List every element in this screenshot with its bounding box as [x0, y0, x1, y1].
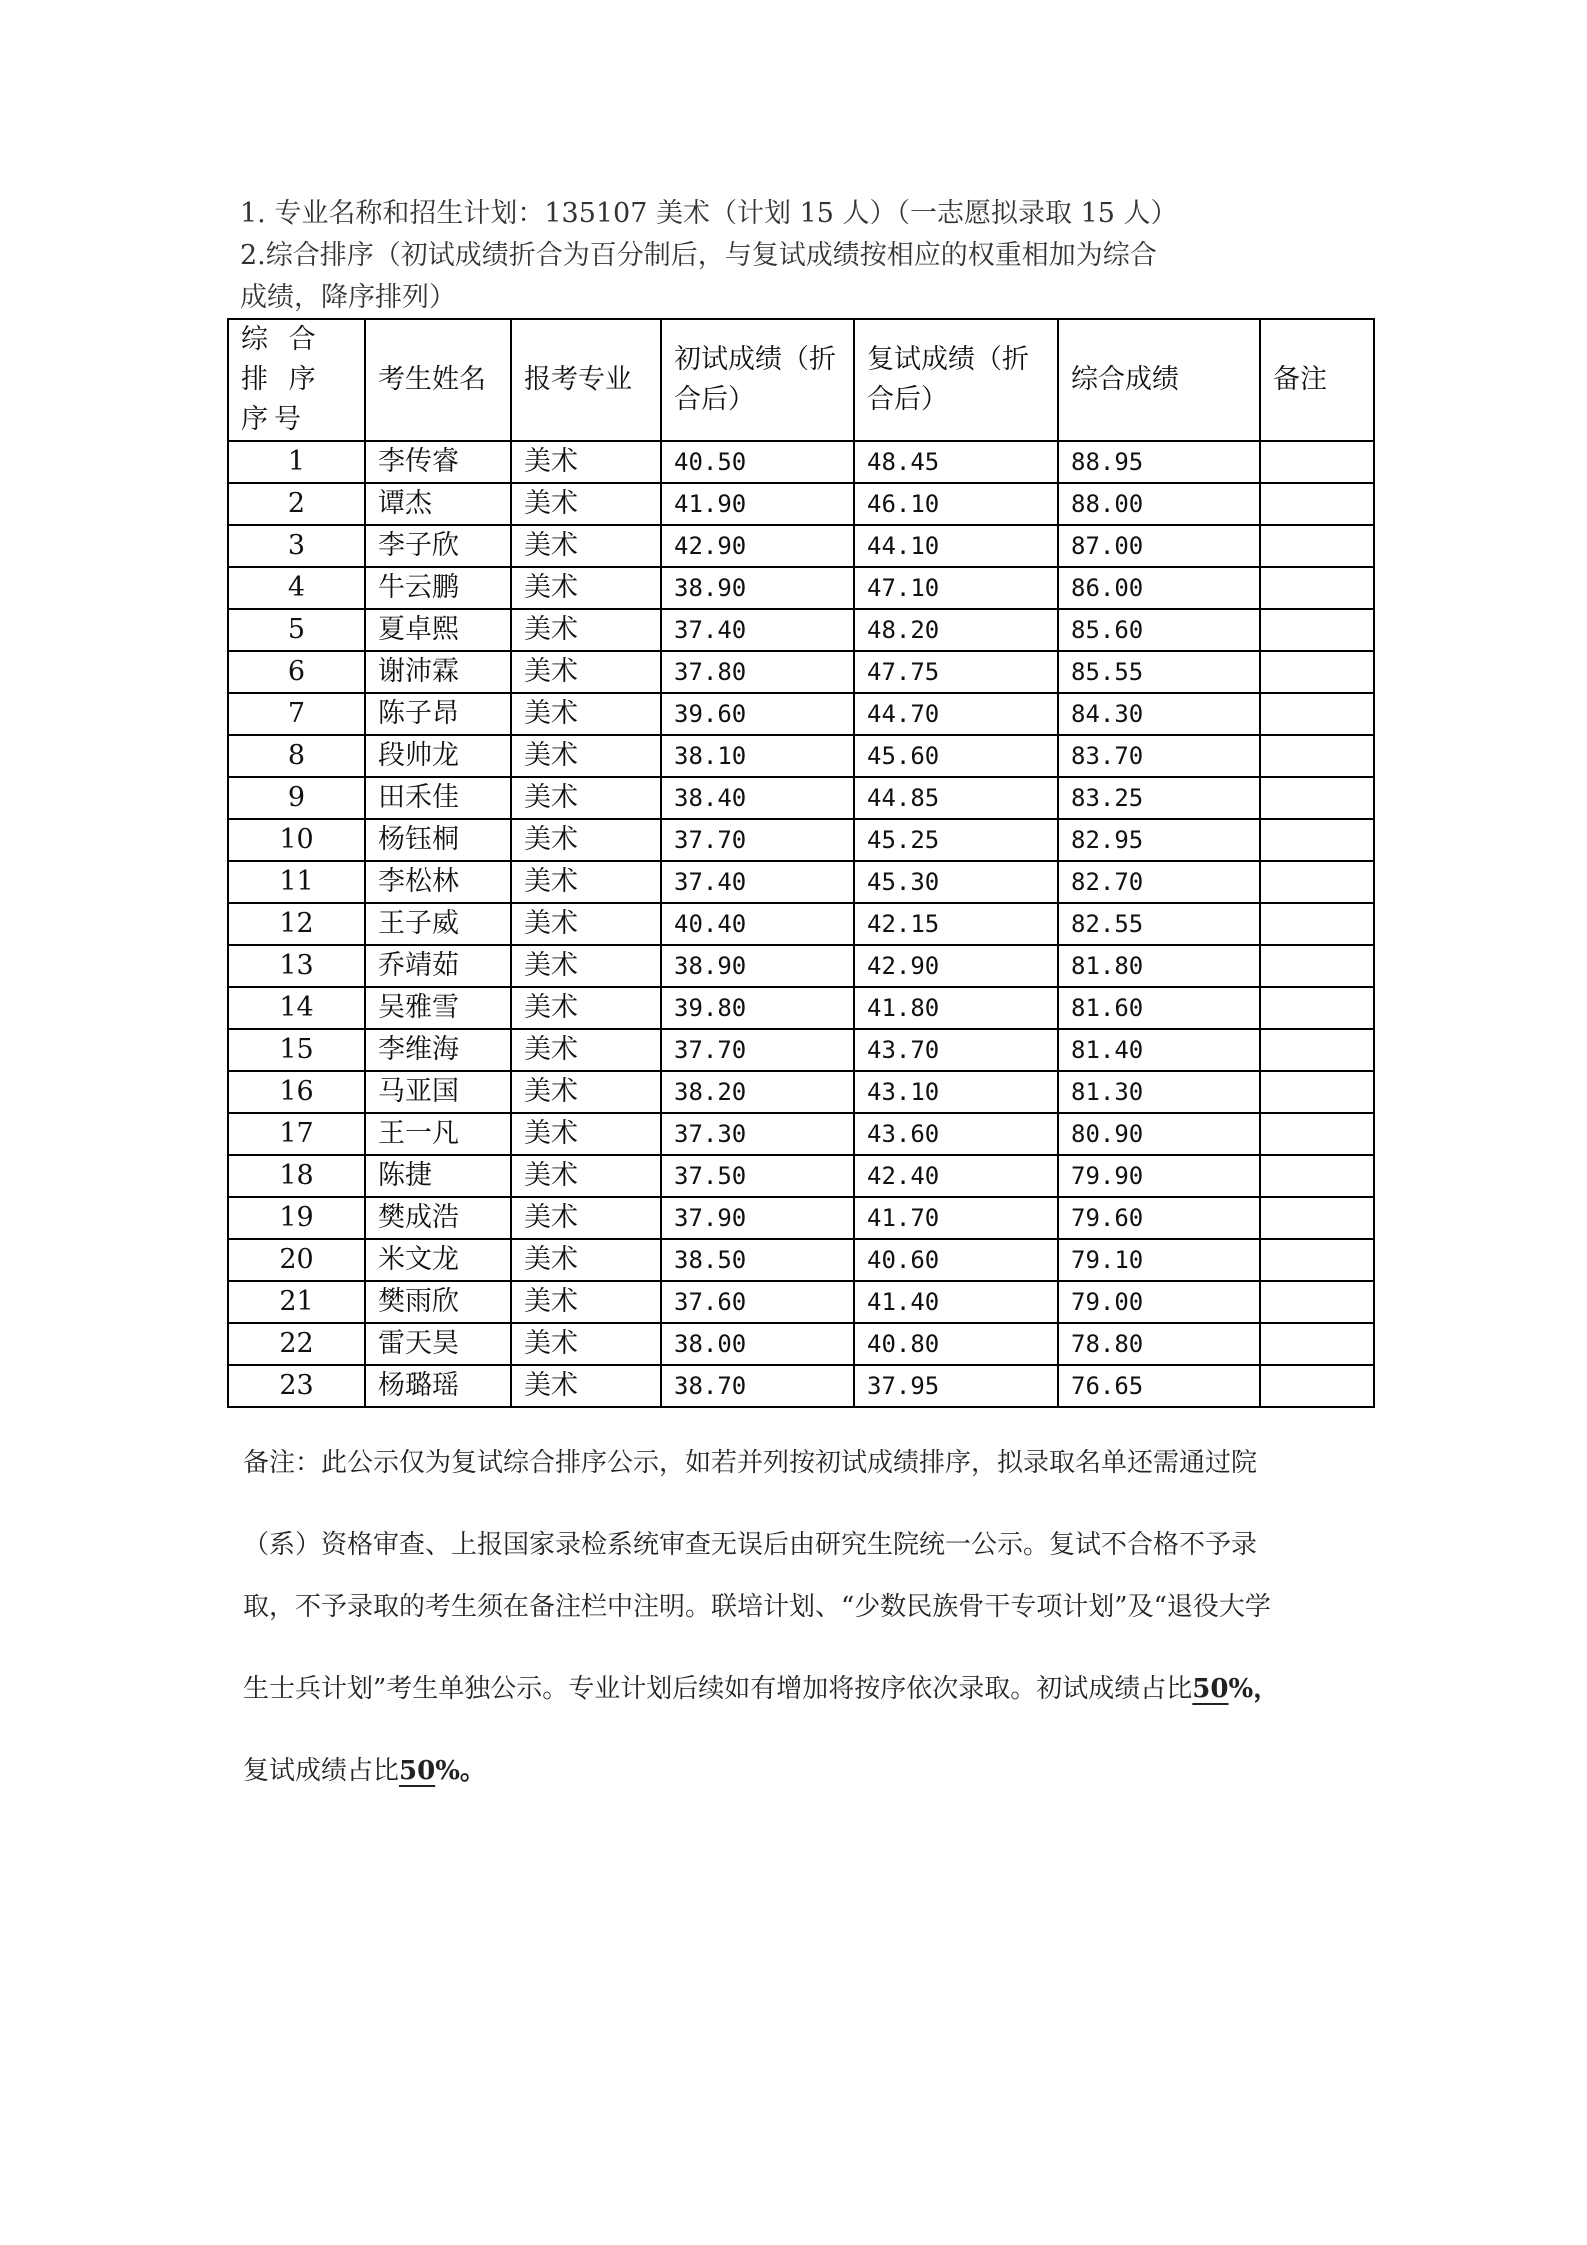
- cell-retest-score: 47.10: [854, 567, 1058, 609]
- cell-initial-score: 38.00: [661, 1323, 854, 1365]
- cell-rank: 11: [228, 861, 365, 903]
- cell-rank: 2: [228, 483, 365, 525]
- cell-remark: [1260, 1239, 1374, 1281]
- cell-retest-score: 42.90: [854, 945, 1058, 987]
- cell-rank: 15: [228, 1029, 365, 1071]
- cell-major: 美术: [511, 1281, 661, 1323]
- cell-initial-score: 37.70: [661, 819, 854, 861]
- initial-weight: 50: [1192, 1674, 1229, 1704]
- cell-remark: [1260, 693, 1374, 735]
- cell-initial-score: 38.90: [661, 567, 854, 609]
- cell-name: 陈子昂: [365, 693, 511, 735]
- cell-major: 美术: [511, 693, 661, 735]
- cell-name: 田禾佳: [365, 777, 511, 819]
- cell-name: 牛云鹏: [365, 567, 511, 609]
- cell-total-score: 79.90: [1058, 1155, 1260, 1197]
- percent-mark: %，: [1228, 1674, 1280, 1704]
- cell-major: 美术: [511, 651, 661, 693]
- cell-major: 美术: [511, 483, 661, 525]
- cell-name: 吴雅雪: [365, 987, 511, 1029]
- note-line: 取，不予录取的考生须在备注栏中注明。联培计划、“少数民族骨干专项计划”及“退役大学: [243, 1592, 1271, 1622]
- cell-total-score: 86.00: [1058, 567, 1260, 609]
- table-row: [228, 945, 1374, 987]
- cell-major: 美术: [511, 1029, 661, 1071]
- cell-rank: 6: [228, 651, 365, 693]
- cell-total-score: 88.00: [1058, 483, 1260, 525]
- cell-name: 陈捷: [365, 1155, 511, 1197]
- cell-initial-score: 40.40: [661, 903, 854, 945]
- cell-name: 夏卓熙: [365, 609, 511, 651]
- cell-name: 王一凡: [365, 1113, 511, 1155]
- cell-remark: [1260, 441, 1374, 483]
- cell-major: 美术: [511, 861, 661, 903]
- cell-retest-score: 45.30: [854, 861, 1058, 903]
- cell-rank: 19: [228, 1197, 365, 1239]
- cell-total-score: 85.60: [1058, 609, 1260, 651]
- cell-total-score: 87.00: [1058, 525, 1260, 567]
- header-total-score: 综合成绩: [1058, 319, 1260, 441]
- cell-initial-score: 37.40: [661, 609, 854, 651]
- cell-rank: 5: [228, 609, 365, 651]
- cell-total-score: 83.70: [1058, 735, 1260, 777]
- cell-name: 马亚国: [365, 1071, 511, 1113]
- cell-name: 米文龙: [365, 1239, 511, 1281]
- cell-retest-score: 43.10: [854, 1071, 1058, 1113]
- intro-block: [240, 193, 1240, 319]
- cell-remark: [1260, 609, 1374, 651]
- cell-initial-score: 37.80: [661, 651, 854, 693]
- cell-retest-score: 40.80: [854, 1323, 1058, 1365]
- cell-major: 美术: [511, 777, 661, 819]
- cell-total-score: 81.80: [1058, 945, 1260, 987]
- cell-major: 美术: [511, 987, 661, 1029]
- cell-retest-score: 46.10: [854, 483, 1058, 525]
- cell-rank: 17: [228, 1113, 365, 1155]
- table-row: [228, 777, 1374, 819]
- cell-remark: [1260, 567, 1374, 609]
- cell-rank: 21: [228, 1281, 365, 1323]
- cell-initial-score: 37.50: [661, 1155, 854, 1197]
- cell-name: 谭杰: [365, 483, 511, 525]
- cell-major: 美术: [511, 945, 661, 987]
- cell-retest-score: 48.45: [854, 441, 1058, 483]
- cell-name: 王子威: [365, 903, 511, 945]
- ranking-desc-line-2: 成绩，降序排列）: [240, 282, 456, 313]
- cell-name: 段帅龙: [365, 735, 511, 777]
- cell-rank: 13: [228, 945, 365, 987]
- cell-retest-score: 44.10: [854, 525, 1058, 567]
- cell-remark: [1260, 945, 1374, 987]
- cell-name: 李维海: [365, 1029, 511, 1071]
- cell-remark: [1260, 651, 1374, 693]
- cell-remark: [1260, 861, 1374, 903]
- cell-remark: [1260, 987, 1374, 1029]
- table-row: [228, 1155, 1374, 1197]
- table-row: [228, 609, 1374, 651]
- cell-initial-score: 37.40: [661, 861, 854, 903]
- cell-retest-score: 44.70: [854, 693, 1058, 735]
- cell-retest-score: 43.60: [854, 1113, 1058, 1155]
- ranking-desc-line: 2.综合排序（初试成绩折合为百分制后，与复试成绩按相应的权重相加为综合: [240, 240, 1157, 271]
- cell-name: 樊成浩: [365, 1197, 511, 1239]
- note-text: 复试成绩占比: [243, 1756, 400, 1786]
- cell-total-score: 82.55: [1058, 903, 1260, 945]
- cell-total-score: 84.30: [1058, 693, 1260, 735]
- header-initial-score: 初试成绩（折合后）: [661, 319, 854, 441]
- cell-major: 美术: [511, 1323, 661, 1365]
- cell-initial-score: 38.20: [661, 1071, 854, 1113]
- cell-major: 美术: [511, 1113, 661, 1155]
- cell-major: 美术: [511, 903, 661, 945]
- cell-rank: 9: [228, 777, 365, 819]
- cell-major: 美术: [511, 1071, 661, 1113]
- cell-rank: 14: [228, 987, 365, 1029]
- cell-total-score: 79.10: [1058, 1239, 1260, 1281]
- header-retest-score: 复试成绩（折合后）: [854, 319, 1058, 441]
- percent-mark: %。: [435, 1756, 486, 1786]
- cell-initial-score: 38.90: [661, 945, 854, 987]
- cell-remark: [1260, 1029, 1374, 1071]
- cell-rank: 23: [228, 1365, 365, 1407]
- cell-name: 樊雨欣: [365, 1281, 511, 1323]
- cell-total-score: 83.25: [1058, 777, 1260, 819]
- cell-remark: [1260, 525, 1374, 567]
- cell-total-score: 79.60: [1058, 1197, 1260, 1239]
- cell-name: 李松林: [365, 861, 511, 903]
- table-row: [228, 483, 1374, 525]
- cell-remark: [1260, 819, 1374, 861]
- cell-initial-score: 37.90: [661, 1197, 854, 1239]
- cell-initial-score: 38.10: [661, 735, 854, 777]
- table-row: [228, 1113, 1374, 1155]
- cell-total-score: 76.65: [1058, 1365, 1260, 1407]
- table-row: [228, 735, 1374, 777]
- cell-name: 谢沛霖: [365, 651, 511, 693]
- cell-major: 美术: [511, 1155, 661, 1197]
- cell-major: 美术: [511, 1197, 661, 1239]
- cell-major: 美术: [511, 819, 661, 861]
- note-line: 备注：此公示仅为复试综合排序公示，如若并列按初试成绩排序，拟录取名单还需通过院: [243, 1448, 1258, 1478]
- cell-name: 乔靖茹: [365, 945, 511, 987]
- cell-total-score: 78.80: [1058, 1323, 1260, 1365]
- cell-total-score: 80.90: [1058, 1113, 1260, 1155]
- table-row: [228, 525, 1374, 567]
- table-row: [228, 819, 1374, 861]
- cell-initial-score: 42.90: [661, 525, 854, 567]
- cell-name: 李子欣: [365, 525, 511, 567]
- cell-retest-score: 44.85: [854, 777, 1058, 819]
- cell-remark: [1260, 1113, 1374, 1155]
- score-table: [227, 318, 1375, 1408]
- table-row: [228, 1197, 1374, 1239]
- header-name: 考生姓名: [365, 319, 511, 441]
- cell-major: 美术: [511, 567, 661, 609]
- cell-initial-score: 37.70: [661, 1029, 854, 1071]
- table-body: [228, 441, 1374, 1407]
- cell-total-score: 81.60: [1058, 987, 1260, 1029]
- cell-remark: [1260, 483, 1374, 525]
- cell-remark: [1260, 735, 1374, 777]
- cell-rank: 16: [228, 1071, 365, 1113]
- cell-major: 美术: [511, 525, 661, 567]
- cell-rank: 8: [228, 735, 365, 777]
- cell-initial-score: 39.80: [661, 987, 854, 1029]
- cell-rank: 22: [228, 1323, 365, 1365]
- cell-initial-score: 38.40: [661, 777, 854, 819]
- table-row: [228, 441, 1374, 483]
- cell-initial-score: 39.60: [661, 693, 854, 735]
- table-row: [228, 567, 1374, 609]
- note-line: [243, 1658, 1373, 1720]
- table-row: [228, 1029, 1374, 1071]
- cell-total-score: 82.95: [1058, 819, 1260, 861]
- cell-total-score: 81.40: [1058, 1029, 1260, 1071]
- cell-retest-score: 42.15: [854, 903, 1058, 945]
- note-text: 生士兵计划”考生单独公示。专业计划后续如有增加将按序依次录取。初试成绩占比: [243, 1674, 1193, 1704]
- cell-total-score: 88.95: [1058, 441, 1260, 483]
- cell-retest-score: 41.40: [854, 1281, 1058, 1323]
- cell-retest-score: 37.95: [854, 1365, 1058, 1407]
- cell-major: 美术: [511, 441, 661, 483]
- cell-retest-score: 45.25: [854, 819, 1058, 861]
- cell-total-score: 85.55: [1058, 651, 1260, 693]
- cell-remark: [1260, 1281, 1374, 1323]
- cell-total-score: 79.00: [1058, 1281, 1260, 1323]
- table-row: [228, 1071, 1374, 1113]
- cell-remark: [1260, 1365, 1374, 1407]
- cell-initial-score: 38.70: [661, 1365, 854, 1407]
- table-row: [228, 1281, 1374, 1323]
- cell-retest-score: 47.75: [854, 651, 1058, 693]
- note-block: [243, 1432, 1373, 1802]
- cell-initial-score: 38.50: [661, 1239, 854, 1281]
- cell-initial-score: 40.50: [661, 441, 854, 483]
- table-row: [228, 693, 1374, 735]
- cell-retest-score: 41.80: [854, 987, 1058, 1029]
- cell-total-score: 81.30: [1058, 1071, 1260, 1113]
- retest-weight: 50: [399, 1756, 436, 1786]
- cell-rank: 3: [228, 525, 365, 567]
- cell-retest-score: 40.60: [854, 1239, 1058, 1281]
- cell-remark: [1260, 1071, 1374, 1113]
- cell-initial-score: 37.60: [661, 1281, 854, 1323]
- table-row: [228, 903, 1374, 945]
- cell-retest-score: 45.60: [854, 735, 1058, 777]
- header-rank: 综 合 排 序序号: [228, 319, 365, 441]
- cell-initial-score: 41.90: [661, 483, 854, 525]
- cell-rank: 7: [228, 693, 365, 735]
- note-line: （系）资格审查、上报国家录检系统审查无误后由研究生院统一公示。复试不合格不予录: [243, 1530, 1258, 1560]
- table-row: [228, 987, 1374, 1029]
- cell-rank: 1: [228, 441, 365, 483]
- cell-name: 杨璐瑶: [365, 1365, 511, 1407]
- cell-rank: 18: [228, 1155, 365, 1197]
- cell-total-score: 82.70: [1058, 861, 1260, 903]
- cell-name: 李传睿: [365, 441, 511, 483]
- cell-initial-score: 37.30: [661, 1113, 854, 1155]
- cell-retest-score: 48.20: [854, 609, 1058, 651]
- header-remark: 备注: [1260, 319, 1374, 441]
- table-row: [228, 1239, 1374, 1281]
- cell-major: 美术: [511, 1239, 661, 1281]
- cell-name: 雷天昊: [365, 1323, 511, 1365]
- cell-remark: [1260, 1155, 1374, 1197]
- header-major: 报考专业: [511, 319, 661, 441]
- cell-rank: 12: [228, 903, 365, 945]
- cell-remark: [1260, 1323, 1374, 1365]
- cell-retest-score: 43.70: [854, 1029, 1058, 1071]
- cell-remark: [1260, 777, 1374, 819]
- cell-remark: [1260, 903, 1374, 945]
- table-row: [228, 651, 1374, 693]
- cell-rank: 10: [228, 819, 365, 861]
- table-row: [228, 861, 1374, 903]
- cell-rank: 4: [228, 567, 365, 609]
- plan-line: 1. 专业名称和招生计划：135107 美术（计划 15 人）（一志愿拟录取 15 人）: [240, 198, 1178, 229]
- note-line: [243, 1740, 1373, 1802]
- cell-major: 美术: [511, 1365, 661, 1407]
- table-header-row: [228, 319, 1374, 441]
- cell-name: 杨钰桐: [365, 819, 511, 861]
- cell-major: 美术: [511, 735, 661, 777]
- cell-remark: [1260, 1197, 1374, 1239]
- cell-retest-score: 41.70: [854, 1197, 1058, 1239]
- table-row: [228, 1323, 1374, 1365]
- cell-rank: 20: [228, 1239, 365, 1281]
- cell-major: 美术: [511, 609, 661, 651]
- cell-retest-score: 42.40: [854, 1155, 1058, 1197]
- table-row: [228, 1365, 1374, 1407]
